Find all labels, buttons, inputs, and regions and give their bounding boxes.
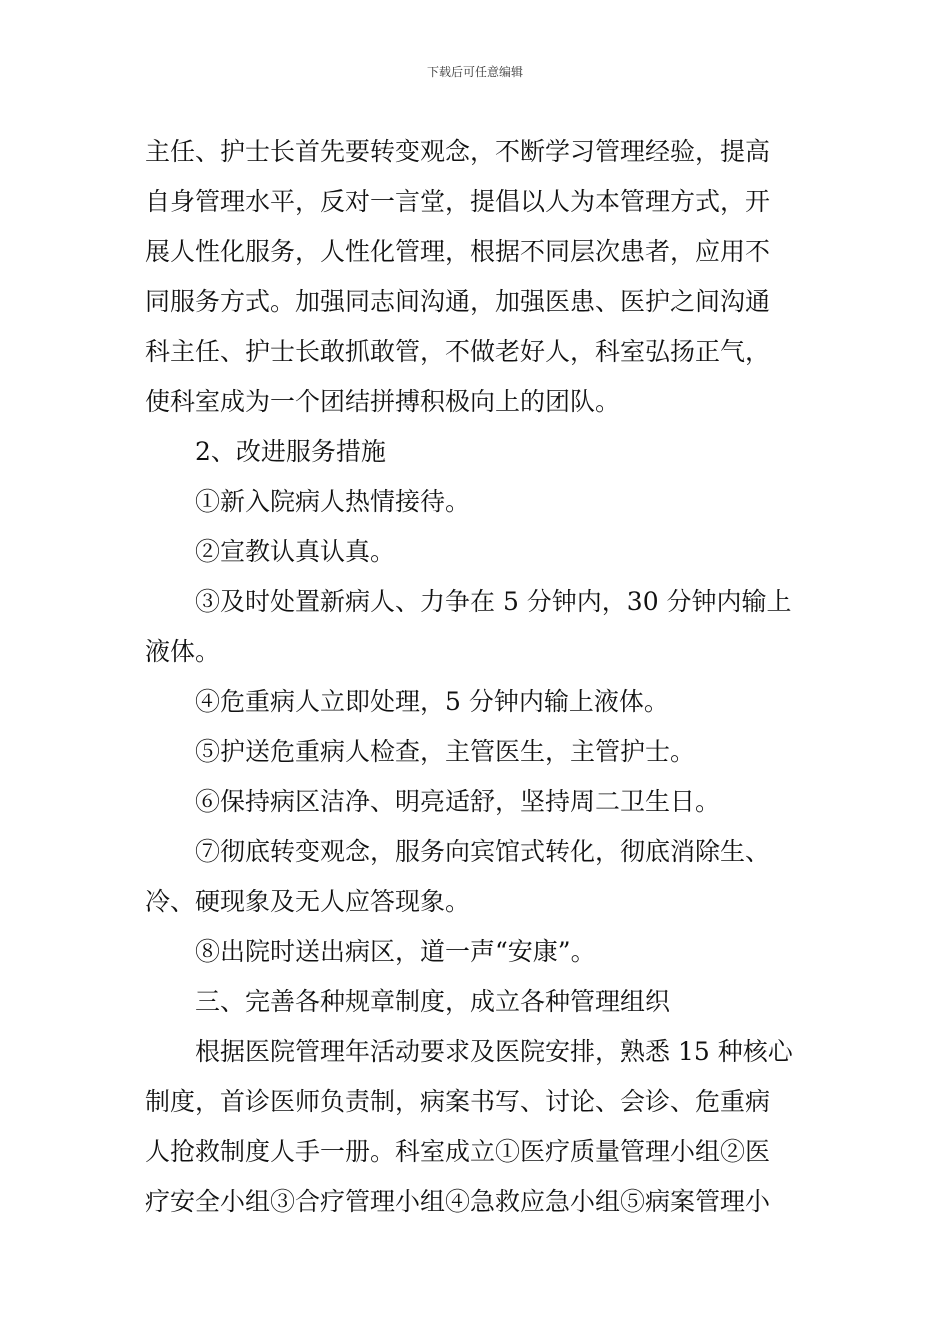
text-line: 主任、护士长首先要转变观念，不断学习管理经验，提高 xyxy=(145,137,771,166)
text-line: 根据医院管理年活动要求及医院安排，熟悉 15 种核心 xyxy=(195,1037,793,1066)
text-line: 使科室成为一个团结拼搏积极向上的团队。 xyxy=(145,387,621,416)
text-line: ⑥保持病区洁净、明亮适舒，坚持周二卫生日。 xyxy=(195,787,721,816)
text-line: ③及时处置新病人、力争在 5 分钟内，30 分钟内输上 xyxy=(195,587,792,616)
text-line: ①新入院病人热情接待。 xyxy=(195,487,471,516)
text-line: 科主任、护士长敢抓敢管，不做老好人，科室弘扬正气， xyxy=(145,337,771,366)
text-line: 液体。 xyxy=(145,637,221,666)
text-line: 2、改进服务措施 xyxy=(195,437,386,466)
text-line: 人抢救制度人手一册。科室成立①医疗质量管理小组②医 xyxy=(145,1137,771,1166)
text-line: 冷、硬现象及无人应答现象。 xyxy=(145,887,471,916)
page-header: 下载后可任意编辑 xyxy=(426,65,523,79)
text-line: 疗安全小组③合疗管理小组④急救应急小组⑤病案管理小 xyxy=(145,1187,771,1216)
text-line: 展人性化服务，人性化管理，根据不同层次患者，应用不 xyxy=(145,237,771,266)
text-line: ⑤护送危重病人检查，主管医生，主管护士。 xyxy=(195,737,696,766)
text-line: ⑧出院时送出病区，道一声“安康”。 xyxy=(195,937,596,966)
text-line: 三、完善各种规章制度，成立各种管理组织 xyxy=(195,987,671,1016)
text-line: 同服务方式。加强同志间沟通，加强医患、医护之间沟通 xyxy=(145,287,771,316)
body-text xyxy=(145,127,815,1227)
text-line: ②宣教认真认真。 xyxy=(195,537,396,566)
text-line: ④危重病人立即处理，5 分钟内输上液体。 xyxy=(195,687,669,716)
text-line: ⑦彻底转变观念，服务向宾馆式转化，彻底消除生、 xyxy=(195,837,771,866)
text-line: 制度，首诊医师负责制，病案书写、讨论、会诊、危重病 xyxy=(145,1087,771,1116)
text-line: 自身管理水平，反对一言堂，提倡以人为本管理方式，开 xyxy=(145,187,771,216)
